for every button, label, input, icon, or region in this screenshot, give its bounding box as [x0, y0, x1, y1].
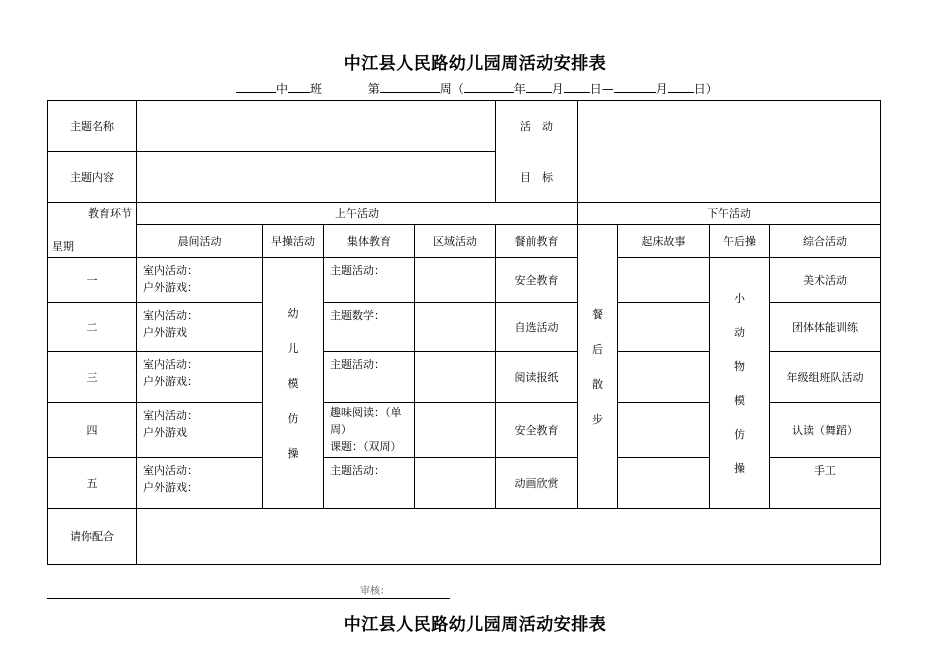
- theme-name-field[interactable]: [137, 101, 496, 152]
- week-label: 周（: [439, 82, 464, 96]
- afternoon-group-header: 下午活动: [578, 203, 881, 225]
- review-label: 审核：: [360, 586, 390, 597]
- afternoon-exercise-char: 物: [734, 359, 745, 373]
- theme-content-label: 主题内容: [48, 152, 137, 203]
- group-teaching-cell[interactable]: [324, 458, 415, 509]
- group-teaching-cell[interactable]: [324, 352, 415, 403]
- wake-story-cell[interactable]: [618, 258, 710, 303]
- morning-activity-cell[interactable]: [137, 303, 263, 352]
- group-teaching-cell[interactable]: [324, 258, 415, 303]
- area-activity-header: 区域活动: [415, 225, 496, 258]
- indoor-label: 室内活动：: [143, 309, 198, 322]
- edu-link-label: 教育环节: [88, 207, 132, 220]
- wake-story-header: 起床故事: [618, 225, 710, 258]
- wake-story-cell[interactable]: [618, 458, 710, 509]
- activity-goal-label: [496, 101, 578, 203]
- outdoor-label: 户外游戏：: [143, 481, 198, 494]
- class-mid: 中: [276, 82, 289, 96]
- class-blank[interactable]: [236, 80, 276, 93]
- pre-meal-cell: 自选活动: [496, 303, 578, 352]
- wake-story-cell[interactable]: [618, 303, 710, 352]
- class-label: 班: [310, 82, 323, 96]
- exercise-char: 幼: [287, 306, 299, 320]
- class-week-line: [236, 80, 718, 97]
- cooperation-label: 请你配合: [48, 509, 137, 565]
- area-activity-cell[interactable]: [415, 352, 496, 403]
- group-teaching-cell[interactable]: [324, 303, 415, 352]
- area-activity-cell[interactable]: [415, 403, 496, 458]
- indoor-label: 室内活动：: [143, 409, 198, 422]
- month-label: 月: [551, 82, 564, 96]
- exercise-char: 儿: [287, 341, 299, 355]
- exercise-cell: [263, 258, 324, 509]
- group-teaching-cell[interactable]: [324, 403, 415, 458]
- afternoon-exercise-char: 模: [734, 393, 745, 407]
- exercise-char: 操: [287, 446, 299, 460]
- page-title-repeat: 中江县人民路幼儿园周活动安排表: [343, 615, 607, 635]
- pre-meal-header: 餐前教育: [496, 225, 578, 258]
- day2-blank[interactable]: [668, 80, 694, 93]
- indoor-label: 室内活动：: [143, 358, 198, 371]
- afternoon-exercise-cell: [710, 258, 770, 509]
- morning-activity-cell[interactable]: [137, 258, 263, 303]
- after-meal-char: 后: [592, 342, 603, 356]
- pre-meal-cell: 安全教育: [496, 258, 578, 303]
- outdoor-label: 户外游戏：: [143, 281, 198, 294]
- comprehensive-cell: 团体体能训练: [770, 303, 881, 352]
- outdoor-label: 户外游戏: [143, 326, 187, 339]
- year-blank[interactable]: [464, 80, 514, 93]
- exercise-header: 早操活动: [263, 225, 324, 258]
- activity-label: 活 动: [520, 119, 553, 133]
- group-label: 主题数学：: [330, 309, 385, 322]
- day-close: 日）: [693, 82, 718, 96]
- class-blank-2[interactable]: [288, 80, 310, 93]
- afternoon-exercise-char: 仿: [734, 427, 745, 441]
- pre-meal-cell: 阅读报纸: [496, 352, 578, 403]
- area-activity-cell[interactable]: [415, 458, 496, 509]
- after-meal-char: 步: [592, 412, 603, 426]
- group-label: 主题活动：: [330, 264, 385, 277]
- morning-activity-header: 晨间活动: [137, 225, 263, 258]
- area-activity-cell[interactable]: [415, 303, 496, 352]
- afternoon-exercise-header: 午后操: [710, 225, 770, 258]
- outdoor-label: 户外游戏：: [143, 375, 198, 388]
- exercise-char: 模: [287, 376, 299, 390]
- weekday-cell: 四: [48, 403, 137, 458]
- pre-meal-cell: 动画欣赏: [496, 458, 578, 509]
- day-dash: 日—: [589, 82, 614, 96]
- wake-story-cell[interactable]: [618, 403, 710, 458]
- afternoon-exercise-char: 操: [734, 461, 745, 475]
- review-line: [47, 586, 450, 599]
- indoor-label: 室内活动：: [143, 464, 198, 477]
- weekday-cell: 五: [48, 458, 137, 509]
- diagonal-header: [48, 203, 137, 258]
- month2-label: 月: [655, 82, 668, 96]
- group-label: 趣味阅读：（单周）: [330, 406, 402, 436]
- page-title: 中江县人民路幼儿园周活动安排表: [343, 54, 607, 74]
- morning-activity-cell[interactable]: [137, 458, 263, 509]
- month2-blank[interactable]: [614, 80, 656, 93]
- outdoor-label: 户外游戏: [143, 426, 187, 439]
- theme-name-label: 主题名称: [48, 101, 137, 152]
- morning-activity-cell[interactable]: [137, 352, 263, 403]
- table-row: [48, 258, 881, 303]
- schedule-table: [47, 100, 881, 565]
- group-teaching-header: 集体教育: [324, 225, 415, 258]
- afternoon-exercise-char: 动: [734, 325, 745, 339]
- wake-story-cell[interactable]: [618, 352, 710, 403]
- week-prefix: 第: [367, 82, 380, 96]
- after-meal-walk-cell: [578, 225, 618, 509]
- indoor-label: 室内活动：: [143, 264, 198, 277]
- comprehensive-header: 综合活动: [770, 225, 881, 258]
- comprehensive-cell: 认读（舞蹈）: [770, 403, 881, 458]
- group-label: 主题活动：: [330, 464, 385, 477]
- cooperation-field[interactable]: [137, 509, 881, 565]
- pre-meal-cell: 安全教育: [496, 403, 578, 458]
- activity-goal-field[interactable]: [578, 101, 881, 203]
- comprehensive-cell: 年级组班队活动: [770, 352, 881, 403]
- group-label-2: 课题：（双周）: [330, 440, 402, 453]
- afternoon-exercise-char: 小: [734, 291, 745, 305]
- group-label: 主题活动：: [330, 358, 385, 371]
- after-meal-char: 散: [592, 377, 603, 391]
- morning-group-header: 上午活动: [137, 203, 578, 225]
- month-blank[interactable]: [526, 80, 552, 93]
- day-blank[interactable]: [564, 80, 590, 93]
- weekday-cell: 三: [48, 352, 137, 403]
- weekday-label: 星期: [52, 240, 74, 253]
- weekday-cell: 一: [48, 258, 137, 303]
- morning-activity-cell[interactable]: [137, 403, 263, 458]
- area-activity-cell[interactable]: [415, 258, 496, 303]
- theme-content-field[interactable]: [137, 152, 496, 203]
- week-blank[interactable]: [380, 80, 440, 93]
- after-meal-char: 餐: [592, 307, 603, 321]
- goal-label: 目 标: [520, 170, 553, 184]
- weekday-cell: 二: [48, 303, 137, 352]
- comprehensive-cell: 手工: [770, 458, 881, 509]
- year-label: 年: [513, 82, 526, 96]
- exercise-char: 仿: [287, 411, 299, 425]
- comprehensive-cell: 美术活动: [770, 258, 881, 303]
